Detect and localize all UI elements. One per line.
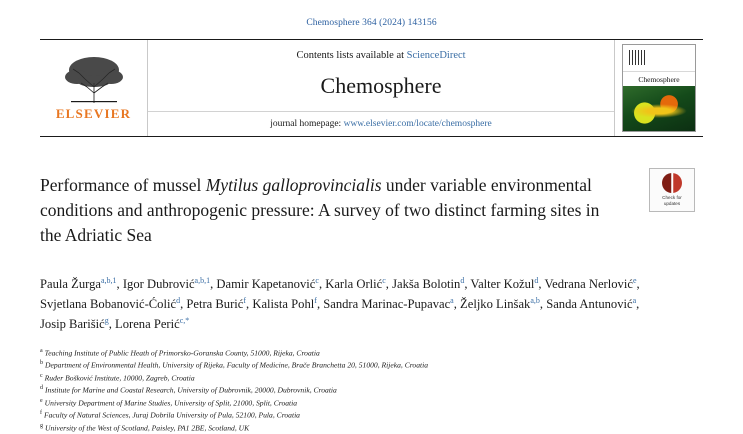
affiliation-item: [40, 409, 640, 422]
author-affiliation-mark: e: [632, 275, 637, 285]
elsevier-wordmark: ELSEVIER: [55, 105, 132, 121]
author-affiliation-mark: d: [460, 275, 465, 285]
author-list: [40, 274, 640, 335]
crossmark-line2: updates: [663, 201, 681, 206]
affiliation-list: [40, 347, 640, 434]
affiliation-text: University of the West of Scotland, Paisley, PA1 2BE, Scotland, UK: [45, 423, 250, 433]
author-name: Sanda Antunović: [546, 296, 633, 311]
journal-homepage-line: [148, 111, 614, 129]
author-affiliation-mark: c: [382, 275, 386, 285]
affiliation-mark: f: [40, 410, 42, 417]
cover-journal-title: Chemosphere: [638, 75, 680, 84]
author-name: Svjetlana Bobanović-Ćolić: [40, 296, 177, 311]
author-affiliation-mark: f: [243, 295, 247, 305]
author-separator: ,: [539, 296, 547, 311]
affiliation-item: [40, 422, 640, 434]
homepage-prefix: journal homepage:: [270, 118, 344, 129]
author-name: Kalista Pohl: [252, 296, 315, 311]
journal-masthead: [40, 39, 703, 137]
affiliation-text: Ruđer Bošković Institute, 10000, Zagreb, Croatia: [44, 373, 195, 383]
contents-prefix: Contents lists available at: [296, 49, 407, 61]
author-separator: ,: [538, 276, 545, 291]
affiliation-item: [40, 359, 640, 372]
author-separator: ,: [318, 276, 326, 291]
author-separator: ,: [316, 296, 324, 311]
author-name: Željko Linšak: [460, 296, 531, 311]
affiliation-mark: g: [40, 422, 43, 429]
masthead-center: [148, 40, 614, 136]
sciencedirect-link[interactable]: ScienceDirect: [406, 49, 466, 61]
author-affiliation-mark: a: [632, 295, 637, 305]
crossmark-badge[interactable]: [649, 168, 695, 212]
journal-cover-thumbnail: [614, 40, 703, 136]
author-separator: ,: [636, 276, 640, 291]
crossmark-icon: [662, 173, 682, 193]
author-separator: ,: [453, 296, 461, 311]
title-part-1: Performance of mussel: [40, 175, 206, 195]
author-name: Paula Žurga: [40, 276, 101, 291]
author-affiliation-mark: g: [104, 316, 109, 326]
barcode-icon: [629, 50, 645, 65]
crossmark-label: [662, 195, 682, 206]
author-affiliation-mark: d: [176, 295, 181, 305]
author-name: Karla Orlić: [325, 276, 383, 291]
author-name: Jakša Bolotin: [392, 276, 461, 291]
affiliation-text: University Department of Marine Studies, University of Split, 21000, Split, Croatia: [44, 398, 298, 408]
cover-header: [623, 45, 695, 72]
affiliation-mark: c: [40, 372, 43, 379]
author-name: Josip Barišić: [40, 317, 105, 332]
affiliation-mark: b: [40, 360, 43, 367]
affiliation-item: [40, 397, 640, 410]
contents-available-line: [296, 50, 465, 61]
author-separator: ,: [108, 317, 116, 332]
author-affiliation-mark: f: [314, 295, 317, 305]
author-affiliation-mark: a,b,1: [194, 275, 211, 285]
crossmark-line1: Check for: [662, 195, 682, 201]
elsevier-tree-icon: [55, 53, 133, 105]
author-separator: ,: [210, 276, 217, 291]
affiliation-text: Faculty of Natural Sciences, Juraj Dobrila University of Pula, 52100, Pula, Croatia: [44, 410, 300, 420]
affiliation-text: Teaching Institute of Public Heath of Primorsko-Goranska County, 51000, Rijeka, Croatia: [44, 348, 320, 358]
author-separator: ,: [636, 296, 640, 311]
journal-homepage-link[interactable]: www.elsevier.com/locate/chemosphere: [343, 118, 492, 129]
author-name: Lorena Perić: [115, 317, 180, 332]
title-block: [40, 173, 600, 248]
affiliation-mark: d: [40, 385, 43, 392]
author-name: Sandra Marinac-Pupavac: [323, 296, 451, 311]
affiliation-item: [40, 347, 640, 360]
page-title: [40, 173, 600, 248]
author-affiliation-mark: d: [534, 275, 539, 285]
cover-image: [622, 44, 696, 132]
author-affiliation-mark: c: [315, 275, 319, 285]
author-separator: ,: [385, 276, 393, 291]
author-name: Igor Dubrović: [122, 276, 195, 291]
journal-reference: Chemosphere 364 (2024) 143156: [306, 18, 437, 28]
author-name: Valter Kožul: [470, 276, 535, 291]
affiliation-mark: e: [40, 397, 43, 404]
author-separator: ,: [464, 276, 471, 291]
author-affiliation-mark: a: [450, 295, 454, 305]
cover-artwork: [623, 86, 695, 131]
affiliation-text: Institute for Marine and Coastal Research, University of Dubrovnik, 20000, Dubrovnik, Croatia: [45, 385, 337, 395]
author-separator: ,: [116, 276, 123, 291]
title-part-2: under variable environmental conditions and anthropogenic pressure: A survey of two distinct farming sites in the Adriatic Sea: [40, 175, 600, 245]
affiliation-mark: a: [40, 347, 43, 354]
affiliation-item: [40, 372, 640, 385]
author-affiliation-mark: a,b: [530, 295, 540, 305]
author-name: Damir Kapetanović: [216, 276, 316, 291]
author-name: Petra Burić: [186, 296, 244, 311]
affiliation-item: [40, 384, 640, 397]
elsevier-logo: [40, 40, 148, 136]
title-species-name: Mytilus galloprovincialis: [205, 175, 382, 195]
journal-title: Chemosphere: [320, 72, 442, 98]
author-name: Vedrana Nerlović: [544, 276, 633, 291]
affiliation-text: Department of Environmental Health, University of Rijeka, Faculty of Medicine, Brače Branchetta 20, 51000, Rijeka, Croatia: [45, 360, 429, 370]
author-separator: ,: [180, 296, 187, 311]
author-affiliation-mark: c,*: [179, 316, 190, 326]
author-affiliation-mark: a,b,1: [100, 275, 117, 285]
author-separator: ,: [246, 296, 253, 311]
